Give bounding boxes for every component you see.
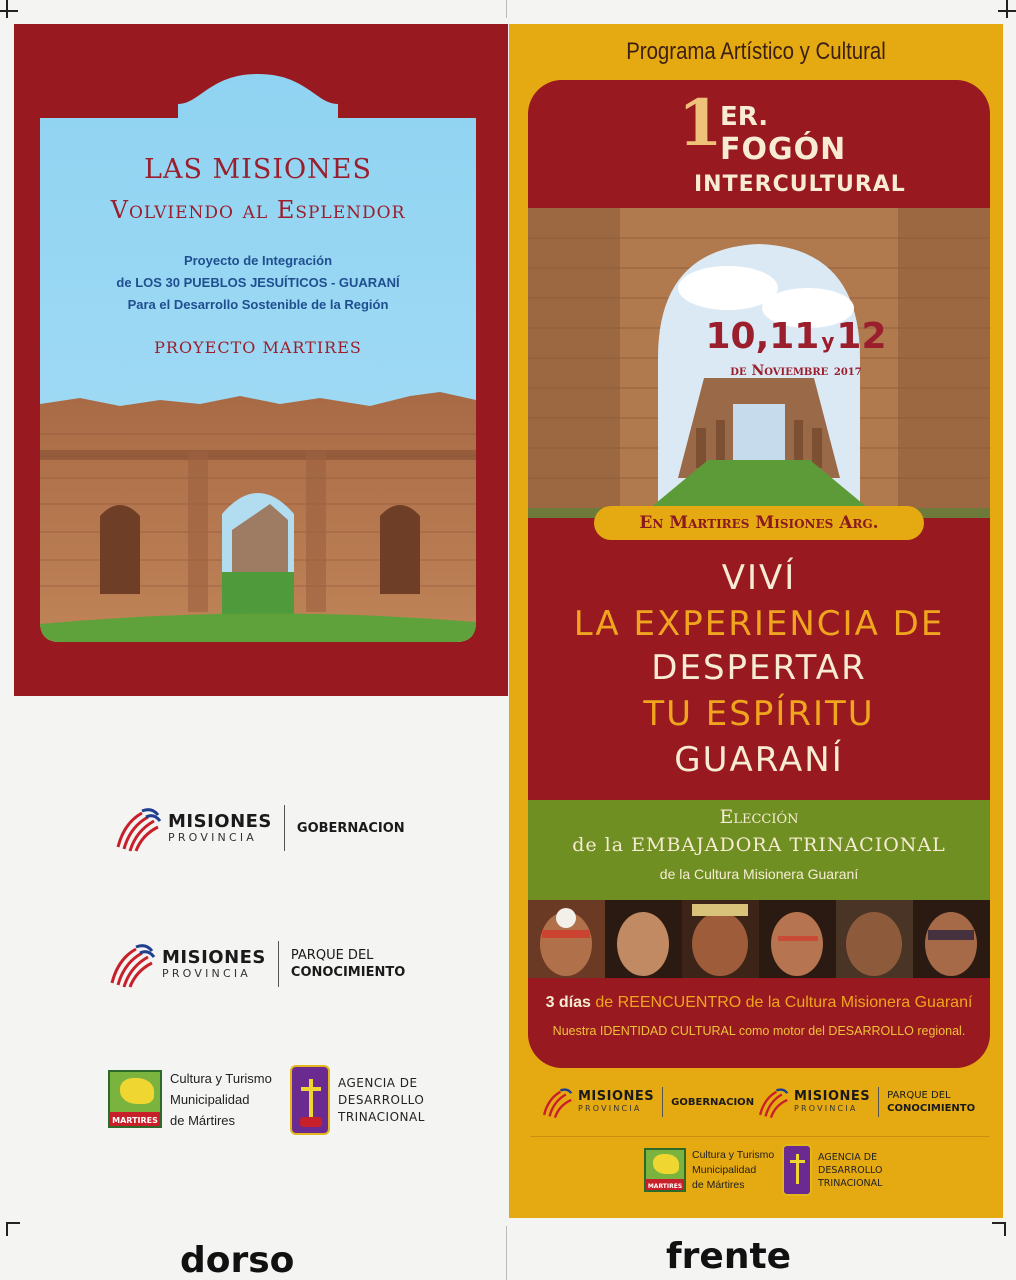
fingerprint-icon [756, 1085, 790, 1119]
location-pill: En Martires Misiones Arg. [594, 506, 924, 540]
agencia-badge [782, 1144, 812, 1196]
brand-parque-2: CONOCIMIENTO [290, 965, 406, 980]
election-band [528, 800, 990, 900]
cover-card [40, 74, 476, 642]
reencuentro-line: 3 días de REENCUENTRO de la Cultura Misionera Guaraní [545, 994, 973, 1011]
frente-logo-gobernacion [540, 1082, 754, 1122]
brand-misiones: MISIONES [578, 1089, 655, 1104]
agencia-line: AGENCIA DE [338, 1075, 418, 1090]
frente-divider [530, 1136, 990, 1137]
cover-line: Proyecto de Integración [183, 253, 333, 268]
frente-logo-parque [756, 1082, 975, 1122]
headline-4: TU ESPÍRITU [643, 694, 875, 734]
event-name-1: FOGÓN [720, 132, 847, 167]
agencia-line: TRINACIONAL [818, 1177, 883, 1189]
ruins-photo [528, 208, 990, 518]
election-ambassador: de la EMBAJADORA TRINACIONAL [572, 834, 946, 856]
logo-agencia [290, 1064, 425, 1136]
brand-provincia: PROVINCIA [162, 966, 251, 980]
crop-mark [6, 1222, 8, 1236]
brand-gobernacion: GOBERNACION [296, 820, 405, 836]
brand-gobernacion: GOBERNACION [671, 1096, 755, 1108]
cover-line: de LOS 30 PUEBLOS JESUÍTICOS - GUARANÍ [116, 275, 400, 290]
cultura-line: Cultura y Turismo [692, 1148, 775, 1161]
cultura-line: Cultura y Turismo [170, 1070, 272, 1086]
crop-mark [6, 0, 8, 18]
fingerprint-icon [106, 939, 156, 989]
brand-provincia: PROVINCIA [578, 1104, 642, 1113]
agencia-line: AGENCIA DE [818, 1151, 878, 1163]
logo-misiones-parque [106, 938, 405, 990]
edition-suffix: ER. [720, 102, 769, 132]
faces-strip [528, 900, 990, 978]
headline-5: GUARANÍ [674, 740, 844, 780]
brand-provincia: PROVINCIA [168, 830, 257, 844]
martires-badge: MARTIRES [644, 1148, 686, 1192]
cover-line: Para el Desarrollo Sostenible de la Región [127, 297, 389, 312]
crop-mark [6, 1222, 20, 1224]
brand-misiones: MISIONES [794, 1089, 871, 1104]
crop-mark [992, 1222, 1006, 1224]
cultura-line: de Mártires [692, 1178, 745, 1191]
cover-subtitle: Volviendo al Esplendor [110, 196, 406, 224]
crop-mark [506, 0, 507, 18]
agencia-badge [290, 1065, 330, 1135]
crop-mark [1006, 0, 1008, 18]
fingerprint-icon [112, 803, 162, 853]
cultura-line: Municipalidad [692, 1163, 757, 1176]
frente-logo-agencia [782, 1144, 882, 1196]
headline-3: DESPERTAR [651, 648, 867, 688]
headline-1: VIVÍ [721, 558, 797, 598]
agencia-line: TRINACIONAL [338, 1109, 425, 1124]
agencia-line: DESARROLLO [818, 1164, 883, 1176]
program-title: Programa Artístico y Cultural [626, 38, 886, 65]
event-dates: 10,11 y12 [705, 316, 887, 357]
election-title: Elección [719, 806, 799, 828]
brand-parque-1: PARQUE DEL [290, 948, 374, 963]
frente-label: frente [666, 1236, 792, 1277]
crop-mark [0, 10, 18, 12]
cover-title: LAS MISIONES [144, 154, 372, 185]
edition-number: 1 [678, 86, 723, 161]
crop-mark [998, 10, 1016, 12]
martires-badge: MARTIRES [108, 1070, 162, 1128]
crop-mark [506, 1226, 507, 1280]
cover-project: PROYECTO MARTIRES [154, 338, 362, 357]
agencia-line: DESARROLLO [338, 1092, 425, 1107]
identity-line: Nuestra IDENTIDAD CULTURAL como motor del DESARROLLO regional. [552, 1024, 966, 1038]
fingerprint-icon [540, 1085, 574, 1119]
brand-misiones: MISIONES [168, 810, 272, 832]
cultura-line: de Mártires [170, 1112, 236, 1128]
brand-provincia: PROVINCIA [794, 1104, 858, 1113]
brand-parque-1: PARQUE DEL [887, 1090, 951, 1101]
headline-2: LA EXPERIENCIA DE [573, 604, 945, 644]
logo-misiones-gobernacion [112, 802, 405, 854]
logo-cultura-martires [108, 1068, 272, 1130]
frente-logo-cultura [644, 1146, 774, 1194]
crop-mark [1004, 1222, 1006, 1236]
dorso-label: dorso [180, 1240, 295, 1280]
election-culture: de la Cultura Misionera Guaraní [659, 866, 859, 882]
brand-parque-2: CONOCIMIENTO [887, 1103, 976, 1114]
brand-misiones: MISIONES [162, 946, 266, 968]
event-name-2: INTERCULTURAL [694, 172, 906, 197]
cultura-line: Municipalidad [170, 1091, 250, 1107]
event-card [528, 80, 990, 1068]
event-month: de Noviembre 2017 [730, 363, 862, 379]
